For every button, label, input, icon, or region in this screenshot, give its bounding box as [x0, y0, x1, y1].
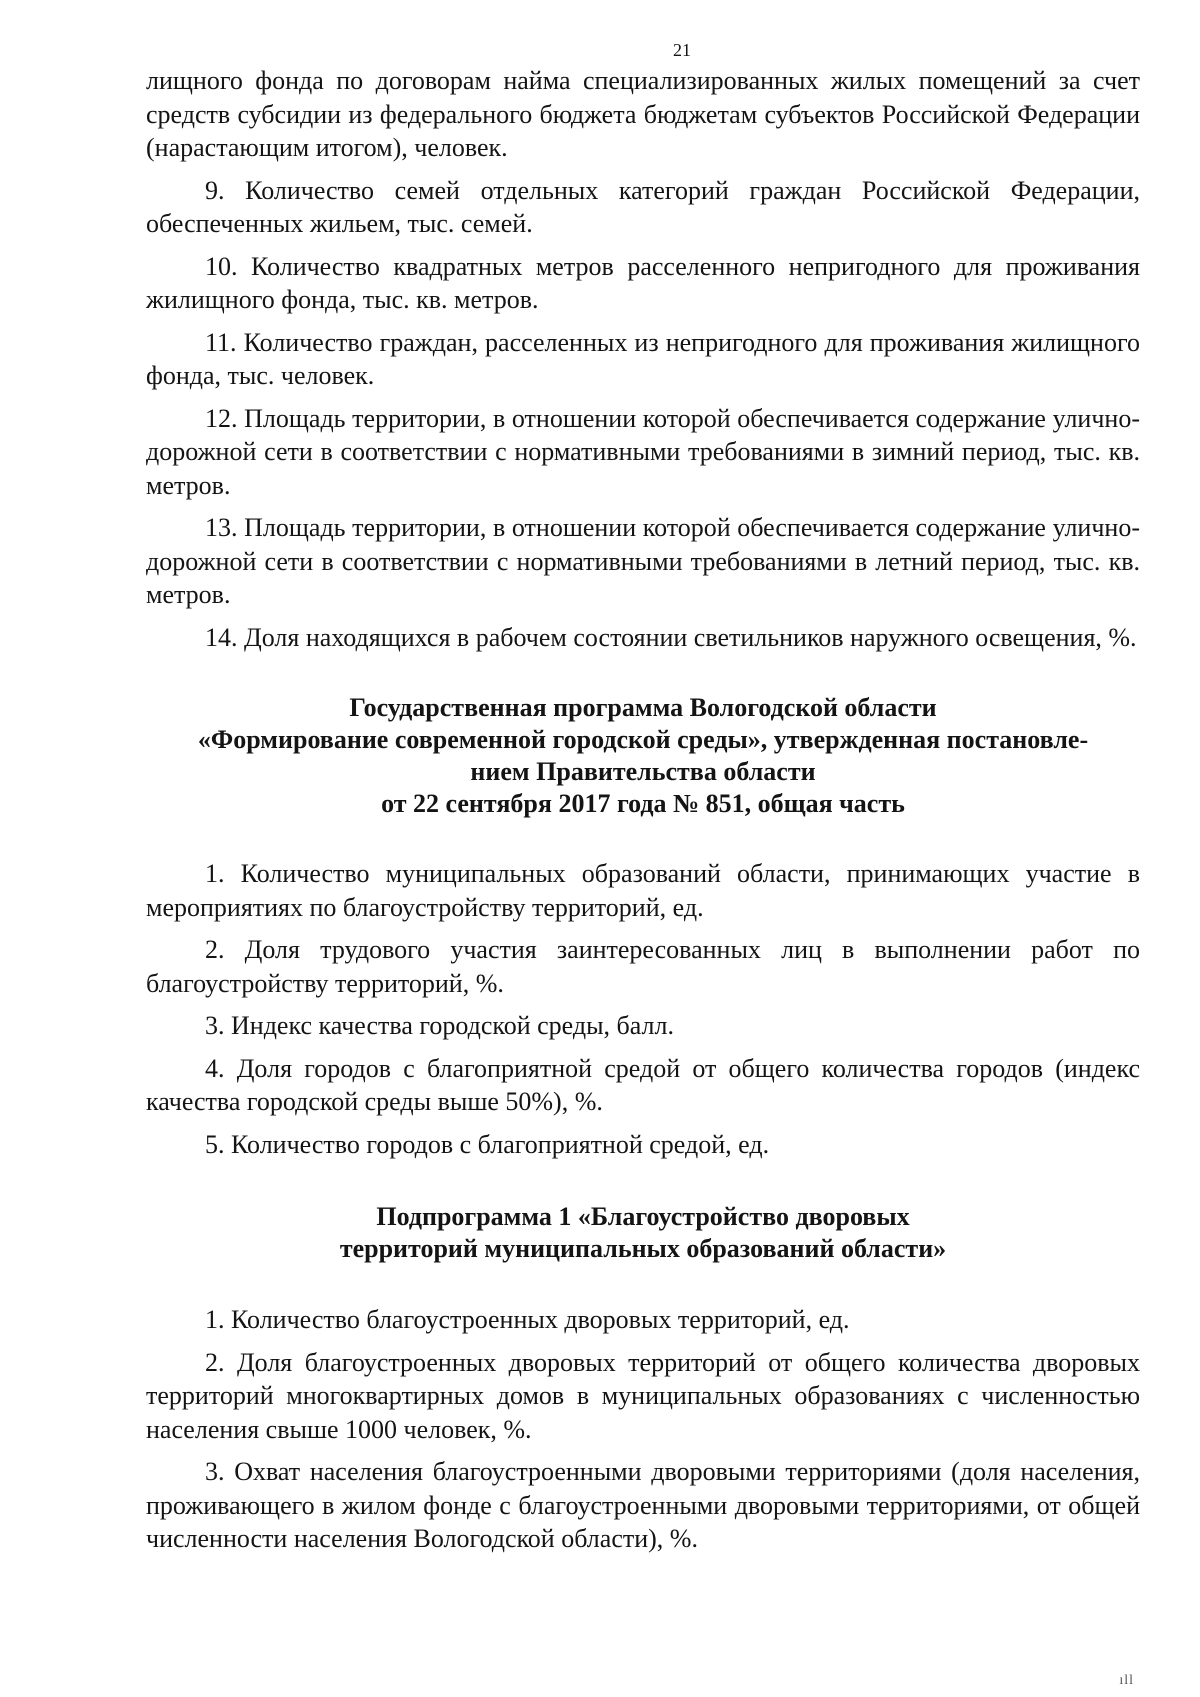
program-heading	[146, 692, 1140, 820]
list-item: 4. Доля городов с благоприятной средой от общего количества городов (индекс качества городской среды выше 50%), %.	[146, 1053, 1140, 1116]
list-item: 9. Количество семей отдельных категорий граждан Российской Федерации, обеспеченных жильем, тыс. семей.	[146, 175, 1140, 238]
list-item: 11. Количество граждан, расселенных из непригодного для проживания жилищного фонда, тыс. человек.	[146, 327, 1140, 390]
program-heading-line: Государственная программа Вологодской области	[349, 693, 937, 722]
program-heading-line: от 22 сентября 2017 года № 851, общая часть	[381, 789, 905, 818]
indicator-list-subprogram	[146, 1303, 1140, 1556]
document-page	[146, 38, 1140, 1565]
list-item: 12. Площадь территории, в отношении которой обеспечивается содержание улично-дорожной сети в соответствии с нормативными требованиями в зимний период, тыс. кв. метров.	[146, 403, 1140, 500]
list-item: 10. Количество квадратных метров расселенного непригодного для проживания жилищного фонда, тыс. кв. метров.	[146, 251, 1140, 314]
intro-paragraph: лищного фонда по договорам найма специализированных жилых помещений за счет средств субсидии из федерального бюджета бюджетам субъектов Российской Федерации (нарастающим итогом), человек.	[146, 66, 1140, 162]
indicator-list-housing	[146, 174, 1140, 655]
program-heading-line: «Формирование современной городской среды», утвержденная постановле-	[197, 725, 1089, 754]
list-item: 5. Количество городов с благоприятной средой, ед.	[205, 1129, 770, 1159]
scan-corner-mark: ıll	[1119, 1673, 1134, 1688]
list-item: 14. Доля находящихся в рабочем состоянии светильников наружного освещения, %.	[205, 622, 1137, 652]
list-item: 1. Количество благоустроенных дворовых территорий, ед.	[205, 1305, 850, 1334]
list-item: 2. Доля благоустроенных дворовых территорий от общего количества дворовых территорий многоквартирных домов в муниципальных образованиях с численностью населения свыше 1000 человек, %.	[146, 1347, 1140, 1444]
subprogram-heading	[146, 1201, 1140, 1265]
list-item: 3. Индекс качества городской среды, балл.	[205, 1011, 675, 1040]
list-item: 3. Охват населения благоустроенными дворовыми территориями (доля населения, проживающего в жилом фонде с благоустроенными дворовыми территориями, от общей численности населения Вологодской области), %.	[146, 1457, 1140, 1553]
list-item: 13. Площадь территории, в отношении которой обеспечивается содержание улично-дорожной сети в соответствии с нормативными требованиями в летний период, тыс. кв. метров.	[146, 513, 1140, 609]
list-item: 1. Количество муниципальных образований области, принимающих участие в мероприятиях по благоустройству территорий, ед.	[146, 859, 1140, 922]
page-number: 21	[673, 40, 691, 60]
subprogram-heading-line: Подпрограмма 1 «Благоустройство дворовых	[376, 1202, 910, 1231]
subprogram-heading-line: территорий муниципальных образований области»	[339, 1234, 947, 1263]
program-heading-line: нием Правительства области	[470, 757, 816, 786]
list-item: 2. Доля трудового участия заинтересованных лиц в выполнении работ по благоустройству территорий, %.	[146, 935, 1140, 998]
indicator-list-program	[146, 857, 1140, 1161]
